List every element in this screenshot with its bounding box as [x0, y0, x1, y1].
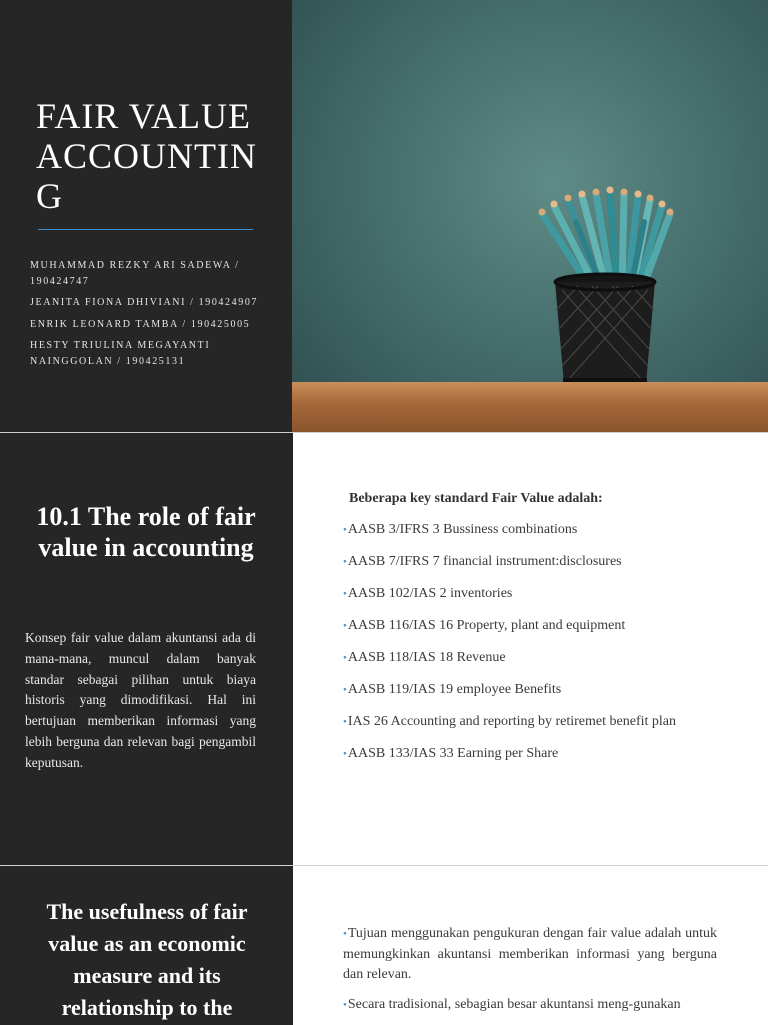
list-item-text: AASB 133/IAS 33 Earning per Share: [347, 746, 559, 761]
list-item-text: AASB 7/IFRS 7 financial instrument:disclosures: [347, 554, 622, 569]
list-item-text: AASB 118/IAS 18 Revenue: [347, 650, 506, 665]
list-item: [343, 680, 676, 712]
pencil-cup-illustration: [292, 0, 768, 432]
presentation-title: FAIR VALUE ACCOUNTIN G: [36, 96, 257, 216]
list-item: [343, 744, 676, 776]
content-panel: [293, 866, 768, 1025]
section-panel: [0, 433, 293, 865]
author-name: HESTY TRIULINA MEGAYANTI NAINGGOLAN / 190425131: [30, 340, 211, 367]
bullet-icon: •: [343, 684, 347, 696]
bullet-icon: •: [343, 716, 347, 728]
standards-list: [343, 520, 676, 776]
list-item: [343, 648, 676, 680]
title-panel: [0, 0, 292, 432]
bullet-icon: •: [343, 652, 347, 664]
list-item: [343, 552, 676, 584]
wooden-shelf: [292, 382, 768, 432]
section-heading: 10.1 The role of fair value in accounting: [36, 502, 256, 562]
slide-usefulness-of-fair-value: [0, 865, 768, 1025]
list-item: [343, 995, 717, 1016]
list-item-text: AASB 102/IAS 2 inventories: [347, 586, 513, 601]
bullet-icon: •: [343, 748, 347, 760]
section-description: Konsep fair value dalam akuntansi ada di mana-mana, muncul dalam banyak standar sebagai pilihan untuk biaya historis yang dimodifikasi. Hal ini bertujuan memberikan informasi yang lebih berguna dan relevan bagi pengambil keputusan.: [25, 630, 256, 770]
list-item: [343, 616, 676, 648]
list-item-text: AASB 119/IAS 19 employee Benefits: [347, 682, 562, 697]
chalkboard-pencils-photo: [292, 0, 768, 432]
list-item: [343, 520, 676, 552]
list-item-text: AASB 116/IAS 16 Property, plant and equipment: [347, 618, 626, 633]
list-intro: Beberapa key standard Fair Value adalah:: [349, 491, 603, 506]
author-name: JEANITA FIONA DHIVIANI / 190424907: [30, 297, 259, 308]
author-name: MUHAMMAD REZKY ARI SADEWA / 190424747: [30, 260, 240, 287]
list-item-text: IAS 26 Accounting and reporting by retiremet benefit plan: [347, 714, 676, 729]
bullet-icon: •: [343, 556, 347, 568]
list-item-text: Secara tradisional, sebagian besar akuntansi meng-gunakan: [347, 996, 681, 1012]
bullet-icon: •: [343, 620, 347, 632]
author-list: [30, 258, 270, 375]
bullet-icon: •: [343, 588, 347, 600]
bullet-icon: •: [343, 524, 347, 536]
title-divider: [38, 229, 253, 230]
bullet-icon: •: [343, 998, 347, 1011]
list-item: [343, 712, 676, 744]
list-item-text: Tujuan menggunakan pengukuran dengan fair value adalah untuk memungkinkan akuntansi memberikan informasi yang berguna dan relevan.: [343, 926, 717, 982]
list-item: [343, 924, 717, 986]
list-item-text: AASB 3/IFRS 3 Bussiness combinations: [347, 522, 578, 537]
content-panel: [293, 433, 768, 865]
points-list: [343, 924, 717, 1024]
author-name: ENRIK LEONARD TAMBA / 190425005: [30, 318, 251, 330]
section-heading: The usefulness of fair value as an economic measure and its relationship to the: [46, 899, 248, 1020]
section-panel: [0, 866, 293, 1025]
bullet-icon: •: [343, 928, 347, 940]
list-item: [343, 584, 676, 616]
slide-role-of-fair-value: [0, 432, 768, 865]
slide-title: [0, 0, 768, 432]
